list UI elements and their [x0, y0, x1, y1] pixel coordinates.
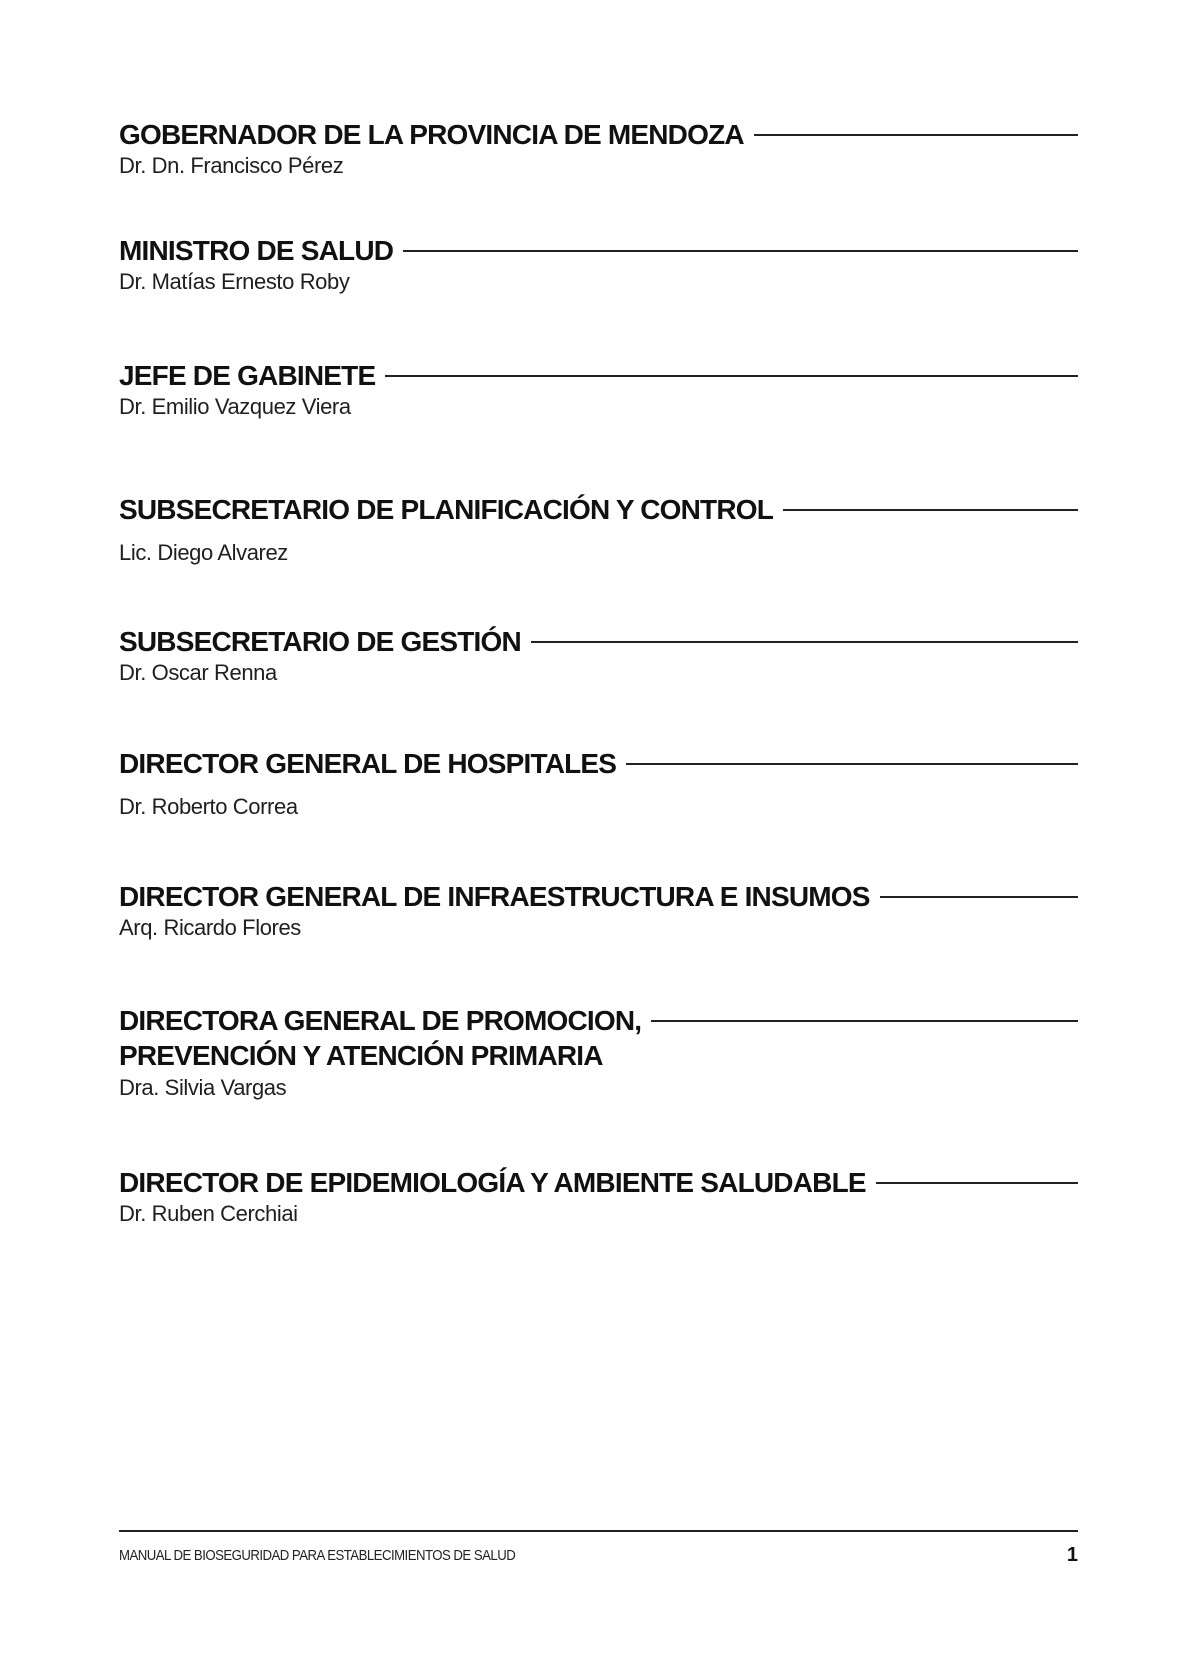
person-name: Lic. Diego Alvarez — [119, 540, 288, 565]
person-name: Dr. Ruben Cerchiai — [119, 1201, 298, 1226]
role-title: DIRECTORA GENERAL DE PROMOCION, — [119, 1005, 642, 1036]
role-title: GOBERNADOR DE LA PROVINCIA DE MENDOZA — [119, 119, 744, 150]
role-title: MINISTRO DE SALUD — [119, 235, 394, 266]
role-row — [119, 747, 1078, 781]
role-row — [119, 493, 1078, 527]
role-title: SUBSECRETARIO DE GESTIÓN — [119, 626, 521, 657]
page-number: 1 — [1066, 1544, 1078, 1566]
entry-director-epidemiology — [119, 1166, 1078, 1228]
entry-chief-of-staff — [119, 359, 1078, 421]
rule-line — [626, 763, 1078, 765]
entry-director-promotion — [119, 1004, 1078, 1102]
role-row — [119, 625, 1078, 659]
person-name: Dr. Roberto Correa — [119, 794, 298, 819]
rule-line — [651, 1020, 1078, 1022]
entry-undersecretary-planning — [119, 493, 1078, 567]
entry-minister — [119, 234, 1078, 296]
role-title: DIRECTOR GENERAL DE INFRAESTRUCTURA E INSUMOS — [119, 881, 870, 912]
role-title: DIRECTOR DE EPIDEMIOLOGÍA Y AMBIENTE SALUDABLE — [119, 1167, 866, 1198]
role-row — [119, 359, 1078, 393]
page-footer — [119, 1530, 1078, 1567]
entry-director-hospitals — [119, 747, 1078, 821]
person-name: Dr. Emilio Vazquez Viera — [119, 394, 351, 419]
rule-line — [531, 641, 1078, 643]
role-row — [119, 118, 1078, 152]
entry-governor — [119, 118, 1078, 180]
rule-line — [880, 896, 1078, 898]
footer-title: MANUAL DE BIOSEGURIDAD PARA ESTABLECIMIENTOS DE SALUD — [119, 1547, 516, 1564]
footer-row — [119, 1544, 1078, 1567]
role-title: DIRECTOR GENERAL DE HOSPITALES — [119, 748, 617, 779]
role-row — [119, 1166, 1078, 1200]
role-row — [119, 234, 1078, 268]
entry-undersecretary-management — [119, 625, 1078, 687]
person-name: Arq. Ricardo Flores — [119, 915, 301, 940]
rule-line — [403, 250, 1078, 252]
rule-line — [876, 1182, 1078, 1184]
person-name: Dr. Matías Ernesto Roby — [119, 269, 350, 294]
entry-director-infrastructure — [119, 880, 1078, 942]
rule-line — [385, 375, 1078, 377]
person-name: Dra. Silvia Vargas — [119, 1075, 287, 1100]
person-name: Dr. Dn. Francisco Pérez — [119, 153, 344, 178]
role-row — [119, 880, 1078, 914]
rule-line — [754, 134, 1078, 136]
role-title: JEFE DE GABINETE — [119, 360, 376, 391]
role-row — [119, 1004, 1078, 1038]
person-name: Dr. Oscar Renna — [119, 660, 277, 685]
role-title-line2: PREVENCIÓN Y ATENCIÓN PRIMARIA — [119, 1040, 603, 1071]
rule-line — [783, 509, 1078, 511]
role-title: SUBSECRETARIO DE PLANIFICACIÓN Y CONTROL — [119, 494, 774, 525]
